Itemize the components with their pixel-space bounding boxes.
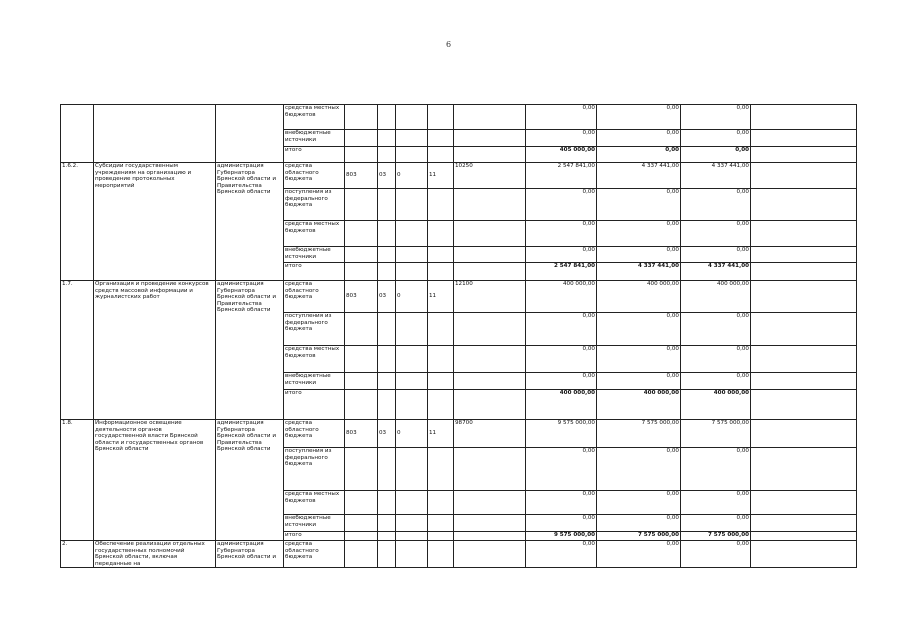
table-cell	[396, 130, 428, 147]
table-cell: итого	[284, 147, 345, 163]
table-cell	[751, 541, 857, 568]
table-cell	[378, 313, 396, 346]
table-cell	[396, 221, 428, 247]
table-cell	[751, 373, 857, 390]
table-cell	[61, 105, 94, 163]
table-cell	[428, 105, 454, 130]
table-cell	[428, 390, 454, 420]
table-cell	[454, 515, 526, 532]
table-cell: поступления из федерального бюджета	[284, 189, 345, 221]
table-cell	[454, 346, 526, 373]
table-cell	[428, 373, 454, 390]
table-cell: 0	[396, 281, 428, 313]
table-cell: 0	[396, 163, 428, 189]
table-cell: 11	[428, 163, 454, 189]
table-cell: 7 575 000,00	[597, 420, 681, 448]
table-cell: 0	[396, 420, 428, 448]
table-cell	[396, 373, 428, 390]
table-cell: 0,00	[597, 491, 681, 515]
table-cell: 4 337 441,00	[597, 163, 681, 189]
table-cell: 2 547 841,00	[526, 263, 597, 281]
table-cell: 0,00	[597, 130, 681, 147]
table-cell	[751, 130, 857, 147]
table-cell	[345, 491, 378, 515]
table-cell	[396, 541, 428, 568]
table-cell	[94, 105, 216, 163]
table-cell	[454, 189, 526, 221]
table-cell	[345, 189, 378, 221]
table-cell	[454, 448, 526, 491]
table-cell	[396, 105, 428, 130]
table-cell	[454, 541, 526, 568]
table-cell: 0,00	[597, 105, 681, 130]
table-cell: 1.7.	[61, 281, 94, 420]
table-cell: 10250	[454, 163, 526, 189]
table-cell	[428, 491, 454, 515]
table-cell: средства местных бюджетов	[284, 491, 345, 515]
table-cell	[345, 515, 378, 532]
table-cell: внебюджетные источники	[284, 373, 345, 390]
table-cell: 0,00	[681, 130, 751, 147]
table-cell: Обеспечение реализации отдельных государственных полномочий Брянской области, включая переданные на	[94, 541, 216, 568]
table-cell: 11	[428, 281, 454, 313]
table-cell	[396, 515, 428, 532]
table-cell	[428, 532, 454, 541]
table-cell	[378, 491, 396, 515]
table-cell	[751, 189, 857, 221]
table-cell: 0,00	[681, 147, 751, 163]
table-cell: средства областного бюджета	[284, 420, 345, 448]
table-cell: средства областного бюджета	[284, 541, 345, 568]
table-cell	[454, 247, 526, 263]
table-cell: 0,00	[597, 373, 681, 390]
table-cell: 0,00	[681, 247, 751, 263]
table-cell: 03	[378, 420, 396, 448]
table-cell	[345, 373, 378, 390]
table-cell: итого	[284, 390, 345, 420]
table-cell	[345, 130, 378, 147]
table-cell	[378, 515, 396, 532]
table-cell	[345, 221, 378, 247]
table-cell: средства областного бюджета	[284, 281, 345, 313]
table-cell: средства областного бюджета	[284, 163, 345, 189]
table-cell: внебюджетные источники	[284, 130, 345, 147]
table-cell	[428, 147, 454, 163]
table-cell	[454, 263, 526, 281]
table-cell	[345, 147, 378, 163]
table-cell: 0,00	[526, 130, 597, 147]
table-cell: 0,00	[681, 221, 751, 247]
table-cell: 405 000,00	[526, 147, 597, 163]
table-cell: 400 000,00	[681, 390, 751, 420]
table-cell: 0,00	[681, 373, 751, 390]
table-cell	[396, 147, 428, 163]
table-cell	[396, 532, 428, 541]
table-cell	[454, 130, 526, 147]
table-cell	[396, 263, 428, 281]
table-cell	[378, 541, 396, 568]
table-cell: 0,00	[597, 515, 681, 532]
table-cell: 98700	[454, 420, 526, 448]
table-cell	[751, 105, 857, 130]
table-cell	[216, 105, 284, 163]
table-cell: 0,00	[526, 346, 597, 373]
table-cell	[378, 532, 396, 541]
table-cell	[751, 281, 857, 313]
table-cell	[454, 105, 526, 130]
table-cell	[751, 420, 857, 448]
table-cell: 0,00	[681, 105, 751, 130]
table-cell: 400 000,00	[526, 390, 597, 420]
table-cell	[345, 448, 378, 491]
table-cell: внебюджетные источники	[284, 515, 345, 532]
table-cell: 0,00	[526, 373, 597, 390]
table-row	[61, 281, 857, 313]
table-row	[61, 420, 857, 448]
table-cell: 0,00	[597, 221, 681, 247]
table-cell: 803	[345, 163, 378, 189]
table-cell: 11	[428, 420, 454, 448]
table-cell: 0,00	[526, 247, 597, 263]
table-cell: средства местных бюджетов	[284, 346, 345, 373]
table-cell	[378, 189, 396, 221]
table-cell	[378, 346, 396, 373]
table-cell: 400 000,00	[681, 281, 751, 313]
table-cell: 0,00	[681, 448, 751, 491]
table-cell: 0,00	[597, 346, 681, 373]
budget-table	[60, 104, 857, 568]
table-cell: 12100	[454, 281, 526, 313]
table-cell	[396, 491, 428, 515]
table-cell	[454, 313, 526, 346]
table-cell: 1.8.	[61, 420, 94, 541]
table-cell: Субсидии государственным учреждениям на организацию и проведение протокольных мероприятий	[94, 163, 216, 281]
table-cell	[396, 247, 428, 263]
table-cell	[378, 373, 396, 390]
table-cell: 4 337 441,00	[681, 263, 751, 281]
table-cell: администрация Губернатора Брянской области и Правительства Брянской области	[216, 163, 284, 281]
table-cell: 0,00	[681, 346, 751, 373]
page-number: 6	[446, 40, 452, 49]
table-cell: 803	[345, 420, 378, 448]
table-cell: Организация и проведение конкурсов средств массовой информации и журналистских работ	[94, 281, 216, 420]
table-cell: 9 575 000,00	[526, 532, 597, 541]
table-cell: 0,00	[681, 541, 751, 568]
table-cell: итого	[284, 532, 345, 541]
table-cell	[454, 491, 526, 515]
table-cell: средства местных бюджетов	[284, 105, 345, 130]
table-cell	[378, 130, 396, 147]
table-cell	[428, 448, 454, 491]
table-cell	[751, 263, 857, 281]
table-cell	[751, 515, 857, 532]
table-cell	[378, 221, 396, 247]
table-cell	[428, 541, 454, 568]
table-cell: 7 575 000,00	[681, 420, 751, 448]
table-cell	[454, 373, 526, 390]
table-cell: поступления из федерального бюджета	[284, 313, 345, 346]
table-cell	[428, 346, 454, 373]
table-cell: 400 000,00	[597, 390, 681, 420]
table-cell	[751, 448, 857, 491]
table-cell: администрация Губернатора Брянской области и	[216, 541, 284, 568]
table-cell: поступления из федерального бюджета	[284, 448, 345, 491]
table-cell	[345, 541, 378, 568]
table-cell	[751, 221, 857, 247]
table-cell: 03	[378, 163, 396, 189]
table-cell: 0,00	[597, 448, 681, 491]
table-cell	[345, 390, 378, 420]
table-cell	[751, 390, 857, 420]
table-cell: 0,00	[526, 491, 597, 515]
table-cell	[396, 346, 428, 373]
table-cell	[751, 247, 857, 263]
table-cell	[428, 189, 454, 221]
table-cell: 0,00	[681, 313, 751, 346]
table-cell	[428, 247, 454, 263]
table-cell: 9 575 000,00	[526, 420, 597, 448]
table-cell: 400 000,00	[597, 281, 681, 313]
table-cell	[454, 390, 526, 420]
table-cell: 7 575 000,00	[681, 532, 751, 541]
table-row	[61, 105, 857, 130]
table-cell	[378, 263, 396, 281]
table-cell: 0,00	[681, 189, 751, 221]
table-cell	[428, 263, 454, 281]
table-cell	[751, 147, 857, 163]
table-cell: 0,00	[526, 448, 597, 491]
table-cell	[345, 532, 378, 541]
table-cell: администрация Губернатора Брянской области и Правительства Брянской области	[216, 420, 284, 541]
table-cell	[396, 313, 428, 346]
table-cell	[345, 247, 378, 263]
table-cell: 2.	[61, 541, 94, 568]
table-row	[61, 163, 857, 189]
table-cell	[396, 390, 428, 420]
table-cell: 0,00	[526, 313, 597, 346]
table-cell: 0,00	[597, 189, 681, 221]
table-cell: 2 547 841,00	[526, 163, 597, 189]
table-cell: 0,00	[526, 515, 597, 532]
table-cell: Информационное освещение деятельности органов государственной власти Брянской области и государственных органов Брянской области	[94, 420, 216, 541]
table-cell	[428, 221, 454, 247]
table-cell	[378, 105, 396, 130]
table-row	[61, 541, 857, 568]
table-cell: 0,00	[526, 541, 597, 568]
table-cell: внебюджетные источники	[284, 247, 345, 263]
table-cell	[345, 263, 378, 281]
table-cell	[378, 147, 396, 163]
table-cell: 0,00	[597, 147, 681, 163]
table-cell	[751, 313, 857, 346]
table-cell: 0,00	[526, 105, 597, 130]
table-cell	[378, 247, 396, 263]
table-cell: администрация Губернатора Брянской области и Правительства Брянской области	[216, 281, 284, 420]
table-cell	[345, 105, 378, 130]
table-cell	[751, 163, 857, 189]
table-cell	[396, 448, 428, 491]
table-cell	[378, 448, 396, 491]
table-cell: 4 337 441,00	[597, 263, 681, 281]
table-cell: 0,00	[681, 491, 751, 515]
table-cell: 03	[378, 281, 396, 313]
table-cell	[428, 515, 454, 532]
table-cell: 803	[345, 281, 378, 313]
table-cell: 400 000,00	[526, 281, 597, 313]
table-cell	[396, 189, 428, 221]
table-cell: 0,00	[597, 541, 681, 568]
table-cell: 1.6.2.	[61, 163, 94, 281]
table-cell: 0,00	[526, 189, 597, 221]
table-cell	[454, 147, 526, 163]
table-cell: 0,00	[597, 247, 681, 263]
table-cell: средства местных бюджетов	[284, 221, 345, 247]
table-cell: 4 337 441,00	[681, 163, 751, 189]
table-cell	[428, 313, 454, 346]
table-cell: 0,00	[597, 313, 681, 346]
table-cell: 0,00	[526, 221, 597, 247]
table-cell	[751, 532, 857, 541]
table-cell	[428, 130, 454, 147]
table-cell	[751, 491, 857, 515]
table-cell	[345, 346, 378, 373]
table-cell: итого	[284, 263, 345, 281]
table-cell	[454, 221, 526, 247]
table-cell	[454, 532, 526, 541]
table-cell: 7 575 000,00	[597, 532, 681, 541]
table-cell	[345, 313, 378, 346]
table-cell: 0,00	[681, 515, 751, 532]
table-cell	[751, 346, 857, 373]
table-cell	[378, 390, 396, 420]
